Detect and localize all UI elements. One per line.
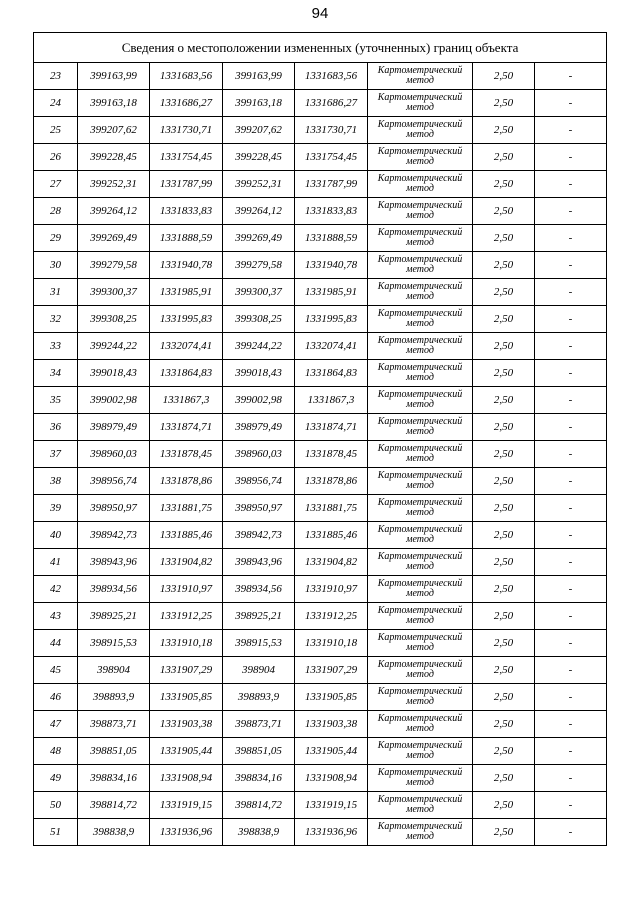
cell-method: Картометрический метод xyxy=(368,630,473,657)
cell-y-new: 1331940,78 xyxy=(295,252,368,279)
cell-note: - xyxy=(535,819,607,846)
cell-point-number: 27 xyxy=(34,171,78,198)
cell-method: Картометрический метод xyxy=(368,576,473,603)
cell-point-number: 46 xyxy=(34,684,78,711)
cell-method: Картометрический метод xyxy=(368,144,473,171)
table-row xyxy=(34,738,607,765)
cell-y-new: 1332074,41 xyxy=(295,333,368,360)
cell-accuracy: 2,50 xyxy=(473,279,535,306)
cell-y-existing: 1331683,56 xyxy=(150,63,223,90)
cell-note: - xyxy=(535,225,607,252)
cell-note: - xyxy=(535,414,607,441)
cell-note: - xyxy=(535,63,607,90)
cell-point-number: 25 xyxy=(34,117,78,144)
cell-point-number: 28 xyxy=(34,198,78,225)
cell-method: Картометрический метод xyxy=(368,441,473,468)
cell-y-new: 1331878,86 xyxy=(295,468,368,495)
cell-accuracy: 2,50 xyxy=(473,657,535,684)
cell-y-existing: 1331833,83 xyxy=(150,198,223,225)
cell-y-existing: 1331686,27 xyxy=(150,90,223,117)
boundary-coordinates-table xyxy=(33,32,607,846)
table-row xyxy=(34,441,607,468)
table-row xyxy=(34,576,607,603)
cell-note: - xyxy=(535,90,607,117)
cell-note: - xyxy=(535,792,607,819)
table-row xyxy=(34,711,607,738)
cell-y-new: 1331730,71 xyxy=(295,117,368,144)
cell-x-existing: 399279,58 xyxy=(78,252,150,279)
cell-x-new: 398915,53 xyxy=(223,630,295,657)
cell-y-new: 1331754,45 xyxy=(295,144,368,171)
cell-y-existing: 1331881,75 xyxy=(150,495,223,522)
cell-point-number: 29 xyxy=(34,225,78,252)
cell-accuracy: 2,50 xyxy=(473,684,535,711)
cell-method: Картометрический метод xyxy=(368,792,473,819)
cell-x-new: 398925,21 xyxy=(223,603,295,630)
cell-x-existing: 398942,73 xyxy=(78,522,150,549)
cell-x-new: 399308,25 xyxy=(223,306,295,333)
cell-accuracy: 2,50 xyxy=(473,63,535,90)
cell-x-existing: 399228,45 xyxy=(78,144,150,171)
cell-note: - xyxy=(535,279,607,306)
cell-method: Картометрический метод xyxy=(368,171,473,198)
cell-x-existing: 398893,9 xyxy=(78,684,150,711)
table-row xyxy=(34,171,607,198)
cell-x-new: 399002,98 xyxy=(223,387,295,414)
cell-point-number: 33 xyxy=(34,333,78,360)
cell-y-existing: 1331905,44 xyxy=(150,738,223,765)
cell-point-number: 41 xyxy=(34,549,78,576)
cell-x-existing: 399244,22 xyxy=(78,333,150,360)
cell-y-new: 1331874,71 xyxy=(295,414,368,441)
cell-method: Картометрический метод xyxy=(368,819,473,846)
cell-y-existing: 1331885,46 xyxy=(150,522,223,549)
cell-y-new: 1331910,18 xyxy=(295,630,368,657)
cell-accuracy: 2,50 xyxy=(473,414,535,441)
cell-method: Картометрический метод xyxy=(368,306,473,333)
table-row xyxy=(34,63,607,90)
cell-x-new: 399252,31 xyxy=(223,171,295,198)
table-row xyxy=(34,360,607,387)
cell-x-new: 398904 xyxy=(223,657,295,684)
cell-point-number: 50 xyxy=(34,792,78,819)
cell-x-existing: 398834,16 xyxy=(78,765,150,792)
cell-y-new: 1331864,83 xyxy=(295,360,368,387)
cell-accuracy: 2,50 xyxy=(473,387,535,414)
cell-y-existing: 1331867,3 xyxy=(150,387,223,414)
cell-point-number: 38 xyxy=(34,468,78,495)
cell-accuracy: 2,50 xyxy=(473,549,535,576)
cell-point-number: 24 xyxy=(34,90,78,117)
cell-note: - xyxy=(535,441,607,468)
table-row xyxy=(34,495,607,522)
cell-accuracy: 2,50 xyxy=(473,252,535,279)
cell-y-existing: 1332074,41 xyxy=(150,333,223,360)
table-row xyxy=(34,144,607,171)
cell-point-number: 23 xyxy=(34,63,78,90)
cell-x-new: 398960,03 xyxy=(223,441,295,468)
cell-accuracy: 2,50 xyxy=(473,171,535,198)
cell-note: - xyxy=(535,711,607,738)
cell-note: - xyxy=(535,495,607,522)
cell-x-new: 399244,22 xyxy=(223,333,295,360)
cell-point-number: 31 xyxy=(34,279,78,306)
cell-note: - xyxy=(535,738,607,765)
cell-accuracy: 2,50 xyxy=(473,144,535,171)
cell-x-new: 399163,18 xyxy=(223,90,295,117)
cell-y-new: 1331995,83 xyxy=(295,306,368,333)
cell-y-new: 1331888,59 xyxy=(295,225,368,252)
cell-note: - xyxy=(535,468,607,495)
cell-method: Картометрический метод xyxy=(368,360,473,387)
cell-x-existing: 398904 xyxy=(78,657,150,684)
cell-method: Картометрический метод xyxy=(368,603,473,630)
cell-x-new: 398979,49 xyxy=(223,414,295,441)
cell-x-new: 399300,37 xyxy=(223,279,295,306)
cell-x-new: 398950,97 xyxy=(223,495,295,522)
cell-x-new: 399279,58 xyxy=(223,252,295,279)
cell-note: - xyxy=(535,657,607,684)
table-row xyxy=(34,279,607,306)
cell-y-new: 1331905,44 xyxy=(295,738,368,765)
cell-method: Картометрический метод xyxy=(368,63,473,90)
cell-accuracy: 2,50 xyxy=(473,306,535,333)
cell-y-new: 1331905,85 xyxy=(295,684,368,711)
cell-y-new: 1331885,46 xyxy=(295,522,368,549)
cell-accuracy: 2,50 xyxy=(473,792,535,819)
cell-x-new: 399269,49 xyxy=(223,225,295,252)
cell-y-existing: 1331936,96 xyxy=(150,819,223,846)
cell-point-number: 48 xyxy=(34,738,78,765)
cell-point-number: 44 xyxy=(34,630,78,657)
cell-method: Картометрический метод xyxy=(368,333,473,360)
cell-note: - xyxy=(535,333,607,360)
cell-method: Картометрический метод xyxy=(368,252,473,279)
cell-method: Картометрический метод xyxy=(368,657,473,684)
cell-point-number: 36 xyxy=(34,414,78,441)
cell-x-new: 399163,99 xyxy=(223,63,295,90)
cell-y-new: 1331881,75 xyxy=(295,495,368,522)
cell-method: Картометрический метод xyxy=(368,90,473,117)
cell-note: - xyxy=(535,117,607,144)
cell-x-existing: 399300,37 xyxy=(78,279,150,306)
cell-accuracy: 2,50 xyxy=(473,711,535,738)
cell-y-existing: 1331995,83 xyxy=(150,306,223,333)
cell-accuracy: 2,50 xyxy=(473,360,535,387)
cell-method: Картометрический метод xyxy=(368,387,473,414)
cell-x-existing: 399018,43 xyxy=(78,360,150,387)
cell-accuracy: 2,50 xyxy=(473,441,535,468)
cell-accuracy: 2,50 xyxy=(473,630,535,657)
cell-y-existing: 1331903,38 xyxy=(150,711,223,738)
cell-x-existing: 399308,25 xyxy=(78,306,150,333)
table-row xyxy=(34,225,607,252)
cell-y-existing: 1331874,71 xyxy=(150,414,223,441)
cell-x-new: 398873,71 xyxy=(223,711,295,738)
cell-x-existing: 398956,74 xyxy=(78,468,150,495)
cell-point-number: 47 xyxy=(34,711,78,738)
cell-x-new: 398851,05 xyxy=(223,738,295,765)
table-row xyxy=(34,90,607,117)
cell-x-existing: 398943,96 xyxy=(78,549,150,576)
table-row xyxy=(34,792,607,819)
cell-note: - xyxy=(535,765,607,792)
table-body xyxy=(34,63,607,846)
cell-note: - xyxy=(535,198,607,225)
cell-accuracy: 2,50 xyxy=(473,198,535,225)
cell-point-number: 43 xyxy=(34,603,78,630)
cell-x-new: 398838,9 xyxy=(223,819,295,846)
cell-x-new: 398956,74 xyxy=(223,468,295,495)
cell-y-new: 1331683,56 xyxy=(295,63,368,90)
table-row xyxy=(34,630,607,657)
cell-note: - xyxy=(535,360,607,387)
cell-accuracy: 2,50 xyxy=(473,765,535,792)
cell-x-existing: 398979,49 xyxy=(78,414,150,441)
cell-x-existing: 398960,03 xyxy=(78,441,150,468)
table-row xyxy=(34,306,607,333)
table-row xyxy=(34,549,607,576)
cell-y-existing: 1331910,97 xyxy=(150,576,223,603)
cell-note: - xyxy=(535,306,607,333)
table-row xyxy=(34,333,607,360)
cell-y-new: 1331912,25 xyxy=(295,603,368,630)
table-row xyxy=(34,468,607,495)
cell-y-existing: 1331907,29 xyxy=(150,657,223,684)
table-row xyxy=(34,414,607,441)
table-row xyxy=(34,603,607,630)
cell-x-existing: 398873,71 xyxy=(78,711,150,738)
cell-x-existing: 398934,56 xyxy=(78,576,150,603)
cell-y-existing: 1331904,82 xyxy=(150,549,223,576)
cell-method: Картометрический метод xyxy=(368,468,473,495)
table-row xyxy=(34,387,607,414)
cell-point-number: 37 xyxy=(34,441,78,468)
cell-y-new: 1331903,38 xyxy=(295,711,368,738)
cell-x-existing: 399163,18 xyxy=(78,90,150,117)
cell-y-existing: 1331730,71 xyxy=(150,117,223,144)
cell-x-new: 398943,96 xyxy=(223,549,295,576)
cell-method: Картометрический метод xyxy=(368,495,473,522)
cell-x-existing: 398925,21 xyxy=(78,603,150,630)
cell-accuracy: 2,50 xyxy=(473,117,535,144)
cell-x-existing: 398838,9 xyxy=(78,819,150,846)
cell-x-new: 398942,73 xyxy=(223,522,295,549)
cell-y-existing: 1331985,91 xyxy=(150,279,223,306)
cell-y-new: 1331985,91 xyxy=(295,279,368,306)
cell-note: - xyxy=(535,576,607,603)
cell-note: - xyxy=(535,522,607,549)
cell-method: Картометрический метод xyxy=(368,198,473,225)
cell-method: Картометрический метод xyxy=(368,522,473,549)
cell-note: - xyxy=(535,630,607,657)
cell-y-new: 1331787,99 xyxy=(295,171,368,198)
cell-note: - xyxy=(535,603,607,630)
table-row xyxy=(34,819,607,846)
cell-note: - xyxy=(535,549,607,576)
cell-note: - xyxy=(535,387,607,414)
table-row xyxy=(34,684,607,711)
cell-y-existing: 1331908,94 xyxy=(150,765,223,792)
cell-y-new: 1331833,83 xyxy=(295,198,368,225)
cell-note: - xyxy=(535,144,607,171)
cell-x-new: 399018,43 xyxy=(223,360,295,387)
cell-note: - xyxy=(535,684,607,711)
cell-x-existing: 398915,53 xyxy=(78,630,150,657)
cell-y-existing: 1331864,83 xyxy=(150,360,223,387)
cell-y-existing: 1331912,25 xyxy=(150,603,223,630)
cell-x-existing: 399252,31 xyxy=(78,171,150,198)
cell-method: Картометрический метод xyxy=(368,414,473,441)
table-row xyxy=(34,522,607,549)
cell-point-number: 34 xyxy=(34,360,78,387)
cell-x-existing: 398950,97 xyxy=(78,495,150,522)
cell-y-existing: 1331787,99 xyxy=(150,171,223,198)
cell-x-new: 399207,62 xyxy=(223,117,295,144)
cell-accuracy: 2,50 xyxy=(473,576,535,603)
table-row xyxy=(34,198,607,225)
cell-accuracy: 2,50 xyxy=(473,603,535,630)
cell-method: Картометрический метод xyxy=(368,225,473,252)
page-number: 94 xyxy=(311,5,329,22)
cell-point-number: 30 xyxy=(34,252,78,279)
cell-method: Картометрический метод xyxy=(368,765,473,792)
cell-y-new: 1331936,96 xyxy=(295,819,368,846)
table-title: Сведения о местоположении измененных (уточненных) границ объекта xyxy=(34,33,607,63)
cell-x-new: 398934,56 xyxy=(223,576,295,603)
cell-x-existing: 399163,99 xyxy=(78,63,150,90)
cell-note: - xyxy=(535,171,607,198)
cell-x-new: 398834,16 xyxy=(223,765,295,792)
cell-x-new: 398814,72 xyxy=(223,792,295,819)
cell-method: Картометрический метод xyxy=(368,738,473,765)
cell-x-existing: 399002,98 xyxy=(78,387,150,414)
cell-y-new: 1331686,27 xyxy=(295,90,368,117)
cell-note: - xyxy=(535,252,607,279)
cell-x-new: 399264,12 xyxy=(223,198,295,225)
cell-method: Картометрический метод xyxy=(368,549,473,576)
cell-x-new: 399228,45 xyxy=(223,144,295,171)
cell-point-number: 39 xyxy=(34,495,78,522)
cell-accuracy: 2,50 xyxy=(473,819,535,846)
cell-point-number: 51 xyxy=(34,819,78,846)
cell-accuracy: 2,50 xyxy=(473,468,535,495)
cell-point-number: 45 xyxy=(34,657,78,684)
cell-point-number: 49 xyxy=(34,765,78,792)
cell-point-number: 40 xyxy=(34,522,78,549)
cell-y-existing: 1331905,85 xyxy=(150,684,223,711)
cell-method: Картометрический метод xyxy=(368,279,473,306)
cell-x-existing: 398814,72 xyxy=(78,792,150,819)
cell-method: Картометрический метод xyxy=(368,684,473,711)
cell-x-existing: 399264,12 xyxy=(78,198,150,225)
cell-y-existing: 1331919,15 xyxy=(150,792,223,819)
table-row xyxy=(34,765,607,792)
cell-y-existing: 1331910,18 xyxy=(150,630,223,657)
cell-y-new: 1331908,94 xyxy=(295,765,368,792)
cell-x-existing: 399207,62 xyxy=(78,117,150,144)
table-row xyxy=(34,252,607,279)
cell-y-existing: 1331940,78 xyxy=(150,252,223,279)
cell-y-new: 1331910,97 xyxy=(295,576,368,603)
cell-point-number: 42 xyxy=(34,576,78,603)
cell-y-new: 1331919,15 xyxy=(295,792,368,819)
cell-point-number: 32 xyxy=(34,306,78,333)
cell-y-existing: 1331878,45 xyxy=(150,441,223,468)
cell-point-number: 35 xyxy=(34,387,78,414)
cell-point-number: 26 xyxy=(34,144,78,171)
table-title-row xyxy=(34,33,607,63)
cell-accuracy: 2,50 xyxy=(473,333,535,360)
cell-y-existing: 1331888,59 xyxy=(150,225,223,252)
cell-y-existing: 1331754,45 xyxy=(150,144,223,171)
cell-x-new: 398893,9 xyxy=(223,684,295,711)
cell-y-new: 1331904,82 xyxy=(295,549,368,576)
cell-method: Картометрический метод xyxy=(368,711,473,738)
cell-x-existing: 398851,05 xyxy=(78,738,150,765)
table-row xyxy=(34,117,607,144)
cell-y-new: 1331907,29 xyxy=(295,657,368,684)
cell-method: Картометрический метод xyxy=(368,117,473,144)
cell-accuracy: 2,50 xyxy=(473,90,535,117)
table-row xyxy=(34,657,607,684)
cell-x-existing: 399269,49 xyxy=(78,225,150,252)
cell-accuracy: 2,50 xyxy=(473,495,535,522)
cell-accuracy: 2,50 xyxy=(473,522,535,549)
cell-y-new: 1331867,3 xyxy=(295,387,368,414)
cell-accuracy: 2,50 xyxy=(473,738,535,765)
cell-y-existing: 1331878,86 xyxy=(150,468,223,495)
cell-accuracy: 2,50 xyxy=(473,225,535,252)
cell-y-new: 1331878,45 xyxy=(295,441,368,468)
